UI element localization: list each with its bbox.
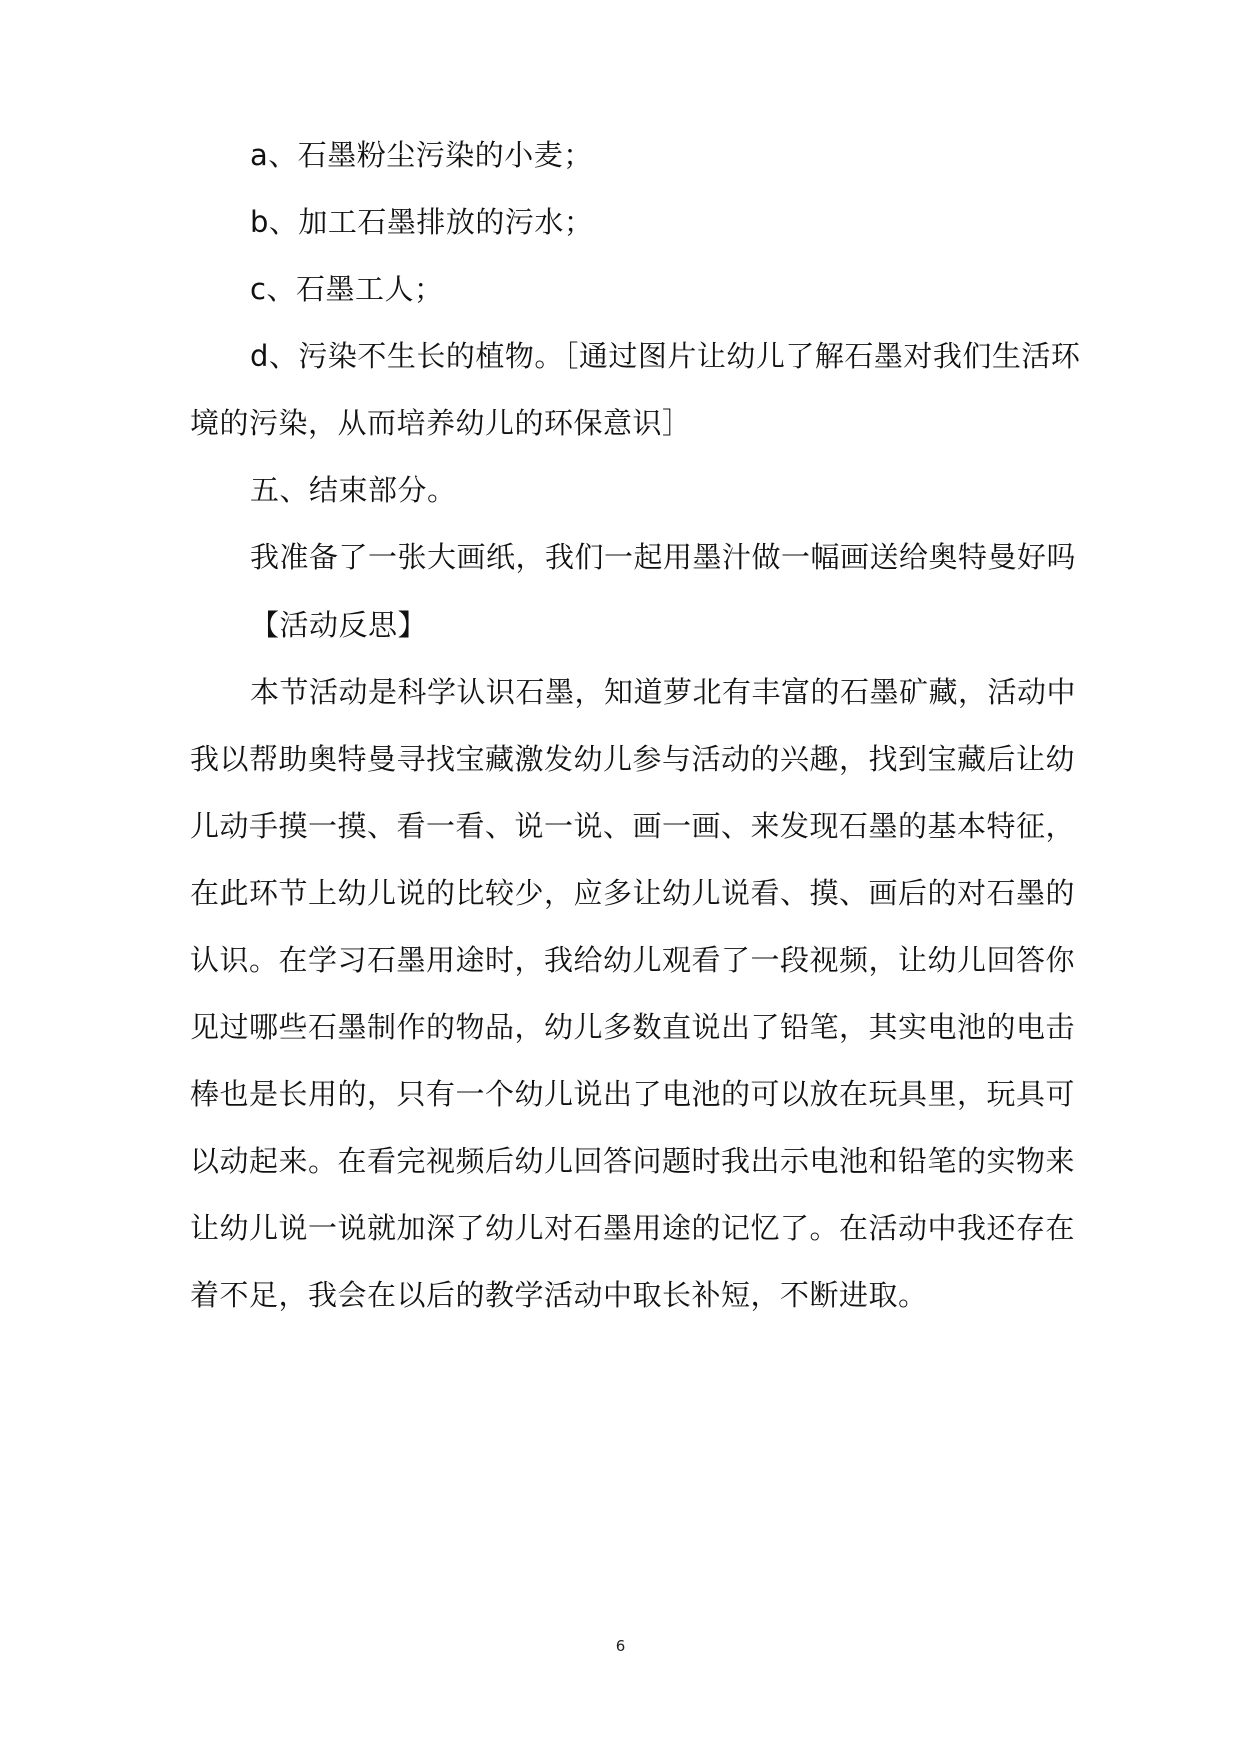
reflection-paragraph-line: 以动起来。在看完视频后幼儿回答问题时我出示电池和铅笔的实物来	[190, 1144, 1076, 1178]
reflection-paragraph-line: 见过哪些石墨制作的物品，幼儿多数直说出了铅笔，其实电池的电击	[190, 1010, 1076, 1044]
reflection-paragraph-line: 本节活动是科学认识石墨，知道萝北有丰富的石墨矿藏，活动中	[250, 675, 1077, 709]
list-item-c: c、石墨工人；	[250, 272, 444, 306]
page-number: 6	[615, 1637, 626, 1655]
reflection-paragraph-line: 儿动手摸一摸、看一看、说一说、画一画、来发现石墨的基本特征，	[190, 809, 1076, 843]
ending-paragraph: 我准备了一张大画纸，我们一起用墨汁做一幅画送给奥特曼好吗	[250, 540, 1077, 574]
reflection-paragraph-line: 让幼儿说一说就加深了幼儿对石墨用途的记忆了。在活动中我还存在	[190, 1211, 1076, 1245]
reflection-paragraph-line: 在此环节上幼儿说的比较少，应多让幼儿说看、摸、画后的对石墨的	[190, 876, 1076, 910]
section-heading-reflection: 【活动反思】	[250, 608, 428, 642]
list-item-d: d、污染不生长的植物。［通过图片让幼儿了解石墨对我们生活环	[250, 339, 1081, 373]
reflection-paragraph-line: 认识。在学习石墨用途时，我给幼儿观看了一段视频，让幼儿回答你	[190, 943, 1076, 977]
reflection-paragraph-line: 着不足，我会在以后的教学活动中取长补短，不断进取。	[190, 1278, 928, 1312]
section-heading-ending: 五、结束部分。	[250, 473, 457, 507]
reflection-paragraph-line: 棒也是长用的，只有一个幼儿说出了电池的可以放在玩具里，玩具可	[190, 1077, 1076, 1111]
list-item-d-continued: 境的污染，从而培养幼儿的环保意识］	[190, 406, 692, 440]
list-item-a: a、石墨粉尘污染的小麦；	[250, 138, 593, 172]
reflection-paragraph-line: 我以帮助奥特曼寻找宝藏激发幼儿参与活动的兴趣，找到宝藏后让幼	[190, 742, 1076, 776]
list-item-b: b、加工石墨排放的污水；	[250, 205, 594, 239]
